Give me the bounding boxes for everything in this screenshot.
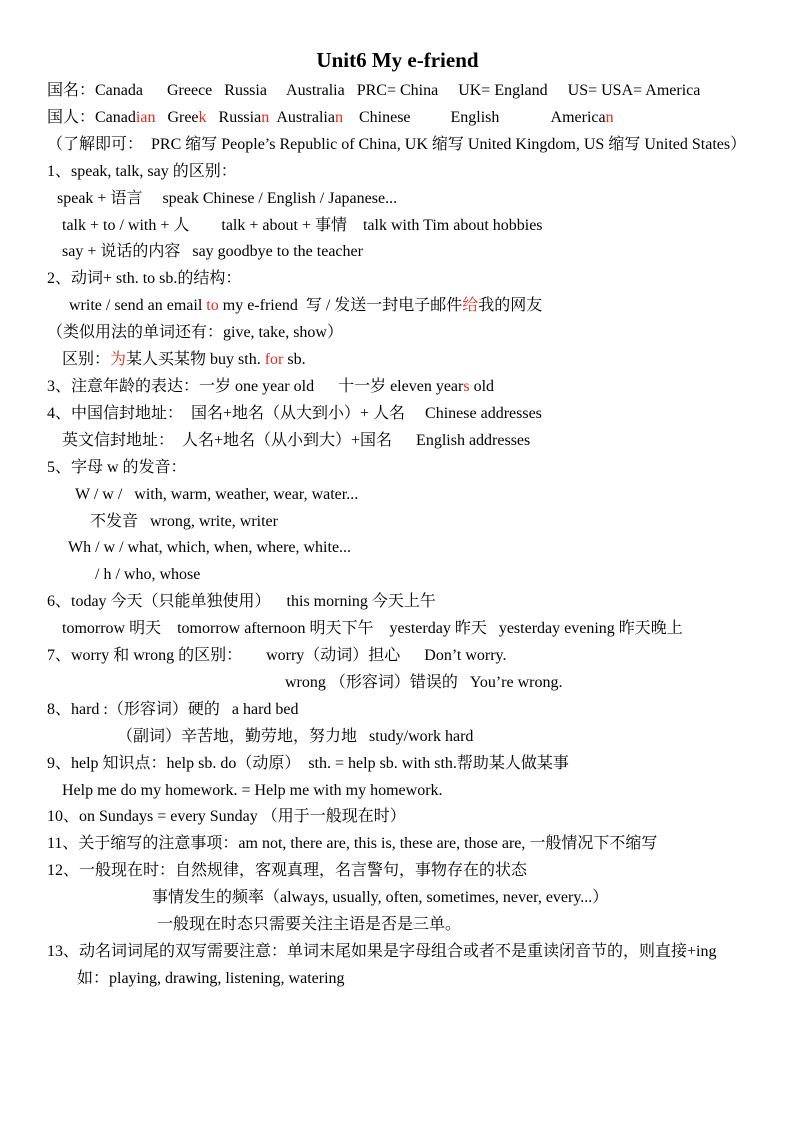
- text-segment: sb.: [283, 351, 306, 369]
- text-segment: Australia: [269, 108, 335, 126]
- item-4-english-address: [47, 428, 765, 455]
- item-7-wrong: [47, 670, 765, 697]
- text-segment: 9、help 知识点：help sb. do（动原） sth. = help sb. with sth.帮助某人做某事: [47, 754, 569, 772]
- item-7-worry: [47, 643, 765, 670]
- item-1-talk: [47, 213, 765, 240]
- text-segment: 2、动词+ sth. to sb.的结构：: [47, 270, 242, 288]
- text-segment: Gree: [155, 108, 199, 126]
- text-segment: wrong （形容词）错误的 You’re wrong.: [285, 673, 563, 691]
- item-6-today: [47, 589, 765, 616]
- item-12-present-tense: [47, 858, 765, 885]
- text-segment: 12、一般现在时：自然规律，客观真理，名言警句，事物存在的状态: [47, 862, 528, 880]
- text-segment: tomorrow 明天 tomorrow afternoon 明天下午 yesterday 昨天 yesterday evening 昨天晚上: [62, 620, 683, 638]
- text-segment: write / send an email: [69, 297, 207, 315]
- text-segment: （副词）辛苦地，勤劳地，努力地 study/work hard: [117, 727, 474, 745]
- item-3-age: [47, 374, 765, 401]
- text-segment: 某人买某物 buy sth.: [126, 351, 265, 369]
- text-segment: 如：playing, drawing, listening, watering: [77, 969, 345, 987]
- highlight-red-text: k: [198, 108, 207, 126]
- item-2-example: [47, 293, 765, 320]
- text-segment: 不发音 wrong, write, writer: [90, 512, 278, 530]
- line-abbreviation-note: [47, 132, 765, 159]
- text-segment: 事情发生的频率（always, usually, often, sometimes, never, every...）: [152, 889, 609, 907]
- item-13-examples: [47, 966, 765, 993]
- highlight-red-text: s: [463, 377, 470, 395]
- item-5-w-sound: [47, 482, 765, 509]
- text-segment: Wh / w / what, which, when, where, white...: [68, 539, 352, 557]
- text-segment: 国名：Canada Greece Russia Australia PRC= China UK= England US= USA= America: [47, 82, 701, 99]
- text-segment: Help me do my homework. = Help me with my homework.: [62, 781, 443, 799]
- item-1-heading: [47, 159, 765, 186]
- text-segment: 5、字母 w 的发音：: [47, 458, 187, 476]
- item-2-similar-words: [47, 320, 765, 347]
- text-segment: 7、worry 和 wrong 的区别： worry（动词）担心 Don’t worry.: [47, 647, 507, 665]
- text-segment: speak + 语言 speak Chinese / English / Japanese...: [57, 189, 398, 207]
- text-segment: old: [469, 377, 495, 395]
- text-segment: 13、动名词词尾的双写需要注意：单词末尾如果是字母组合或者不是重读闭音节的，则直接+ing: [47, 943, 717, 960]
- text-segment: W / w / with, warm, weather, wear, water...: [75, 485, 359, 503]
- text-segment: Chinese English America: [342, 108, 606, 126]
- item-5-silent: [47, 509, 765, 536]
- highlight-red-text: n: [334, 108, 343, 126]
- item-1-speak: [47, 186, 765, 213]
- highlight-red-text: n: [261, 108, 270, 126]
- text-segment: 区别：: [62, 351, 111, 369]
- text-segment: （类似用法的单词还有：give, take, show）: [47, 324, 343, 342]
- item-13-gerund: [47, 939, 765, 966]
- text-segment: 4、中国信封地址： 国名+地名（从大到小）+ 人名 Chinese addresses: [47, 404, 542, 422]
- document-body: [47, 78, 765, 993]
- text-segment: 10、on Sundays = every Sunday （用于一般现在时）: [47, 808, 406, 826]
- item-9-help: [47, 751, 765, 778]
- text-segment: say + 说话的内容 say goodbye to the teacher: [62, 243, 363, 261]
- text-segment: Russia: [206, 108, 262, 126]
- line-nationalities: [47, 105, 765, 132]
- item-12-frequency: [47, 885, 765, 912]
- line-countries: [47, 78, 765, 105]
- item-2-difference: [47, 347, 765, 374]
- item-2-heading: [47, 266, 765, 293]
- text-segment: 一般现在时态只需要关注主语是否是三单。: [157, 916, 462, 934]
- page-title: Unit6 My e-friend: [316, 48, 479, 72]
- item-5-heading: [47, 455, 765, 482]
- text-segment: 3、注意年龄的表达：一岁 one year old 十一岁 eleven year: [47, 377, 464, 395]
- text-segment: 我的网友: [478, 297, 543, 315]
- highlight-red-text: ian: [135, 108, 156, 126]
- item-6-more: [47, 616, 765, 643]
- text-segment: / h / who, whose: [95, 566, 201, 584]
- text-segment: （了解即可： PRC 缩写 People’s Republic of China, UK 缩写 United Kingdom, US 缩写 United States）: [47, 135, 747, 153]
- text-segment: my e-friend 写 / 发送一封电子邮件: [218, 297, 463, 315]
- text-segment: 英文信封地址： 人名+地名（从小到大）+国名 English addresses: [62, 431, 531, 449]
- item-4-chinese-address: [47, 401, 765, 428]
- item-11-contractions: [47, 831, 765, 858]
- highlight-red-text: 为: [110, 351, 127, 369]
- text-segment: 1、speak, talk, say 的区别：: [47, 162, 237, 180]
- item-10-sundays: [47, 804, 765, 831]
- item-8-hard-adv: [47, 724, 765, 751]
- text-segment: 6、today 今天（只能单独使用） this morning 今天上午: [47, 593, 436, 611]
- highlight-red-text: for: [264, 351, 284, 369]
- item-5-wh-h: [47, 562, 765, 589]
- text-segment: talk + to / with + 人 talk + about + 事情 talk with Tim about hobbies: [62, 216, 543, 234]
- item-9-example: [47, 778, 765, 805]
- highlight-red-text: n: [605, 108, 614, 126]
- item-12-note: [47, 912, 765, 939]
- text-segment: 国人：Canad: [47, 108, 136, 126]
- item-1-say: [47, 239, 765, 266]
- text-segment: 11、关于缩写的注意事项：am not, there are, this is, these are, those are, 一般情况下不缩写: [47, 835, 658, 853]
- highlight-red-text: to: [206, 297, 219, 315]
- highlight-red-text: 给: [462, 297, 479, 315]
- text-segment: 8、hard :（形容词）硬的 a hard bed: [47, 700, 299, 718]
- item-8-hard-adj: [47, 697, 765, 724]
- item-5-wh-w: [47, 535, 765, 562]
